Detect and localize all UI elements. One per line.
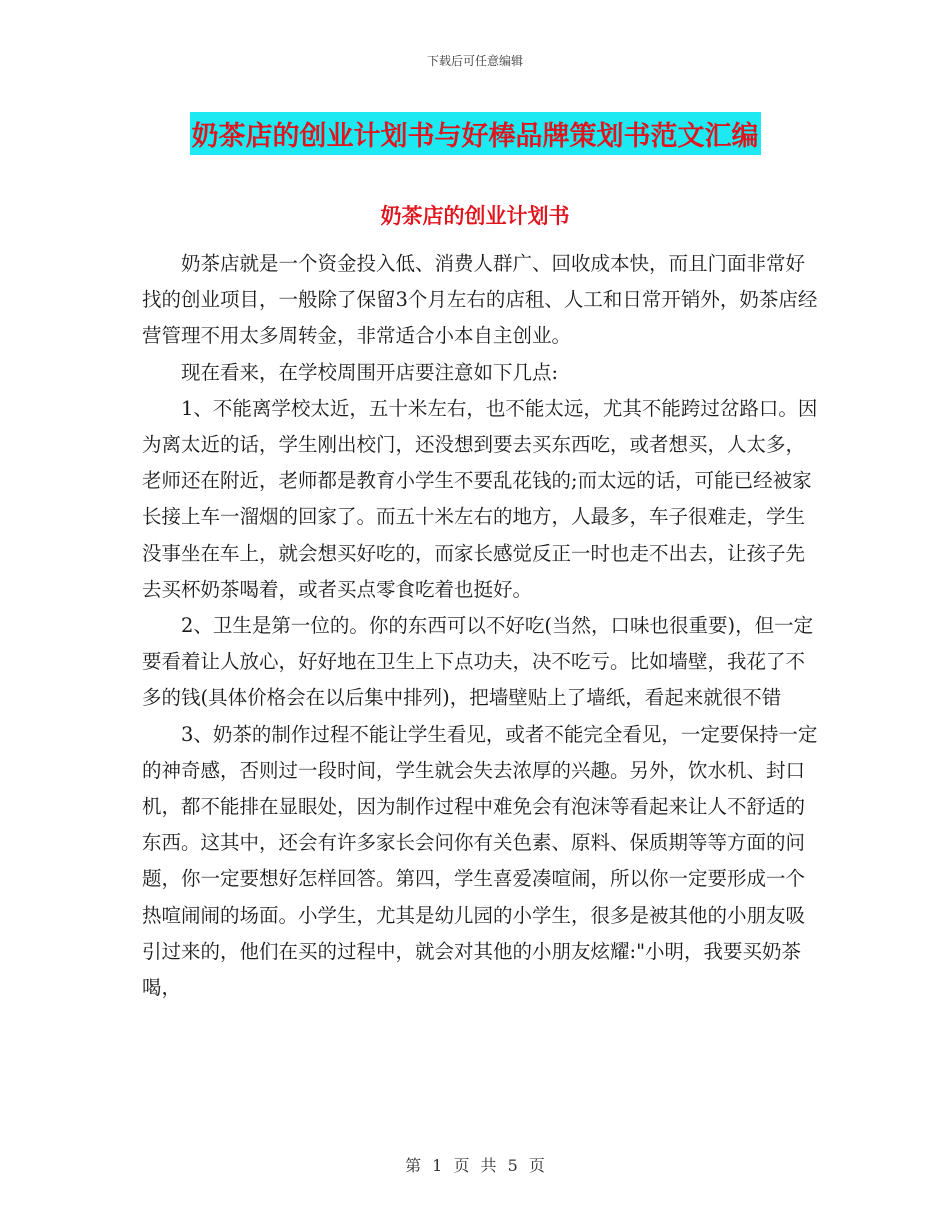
document-title-block	[0, 112, 950, 155]
page-footer-number: 第 1 页 共 5 页	[405, 1156, 545, 1175]
section-title: 奶茶店的创业计划书	[380, 203, 570, 228]
document-title: 奶茶店的创业计划书与好棒品牌策划书范文汇编	[190, 112, 761, 155]
paragraph-point-2: 2、卫生是第一位的。你的东西可以不好吃(当然，口味也很重要)，但一定要看着让人放心，好好地在卫生上下点功夫，决不吃亏。比如墙壁，我花了不多的钱(具体价格会在以后集中排列)，把墙壁贴上了墙纸，看起来就很不错	[142, 614, 814, 710]
page-header-note: 下载后可任意编辑	[426, 54, 523, 68]
paragraph-point-1: 1、不能离学校太近，五十米左右，也不能太远，尤其不能跨过岔路口。因为离太近的话，学生刚出校门，还没想到要去买东西吃，或者想买，人太多，老师还在附近，老师都是教育小学生不要乱花钱的;而太远的话，可能已经被家长接上车一溜烟的回家了。而五十米左右的地方，人最多，车子很难走，学生没事坐在车上，就会想买好吃的，而家长感觉反正一时也走不出去，让孩子先去买杯奶茶喝着，或者买点零食吃着也挺好。	[142, 396, 818, 601]
paragraph-notes-lead: 现在看来，在学校周围开店要注意如下几点:	[181, 360, 559, 384]
paragraph-intro: 奶茶店就是一个资金投入低、消费人群广、回收成本快，而且门面非常好找的创业项目，一般除了保留3个月左右的店租、人工和日常开销外，奶茶店经营管理不用太多周转金，非常适合小本自主创业。	[142, 252, 818, 348]
paragraph-point-3: 3、奶茶的制作过程不能让学生看见，或者不能完全看见，一定要保持一定的神奇感，否则过一段时间，学生就会失去浓厚的兴趣。另外，饮水机、封口机，都不能排在显眼处，因为制作过程中难免会有泡沫等看起来让人不舒适的东西。这其中，还会有许多家长会问你有关色素、原料、保质期等等方面的问题，你一定要想好怎样回答。第四，学生喜爱凑喧闹，所以你一定要形成一个热喧闹闹的场面。小学生，尤其是幼儿园的小学生，很多是被其他的小朋友吸引过来的，他们在买的过程中，就会对其他的小朋友炫耀:"小明，我要买奶茶喝，	[142, 722, 818, 1000]
document-body	[142, 246, 822, 1006]
